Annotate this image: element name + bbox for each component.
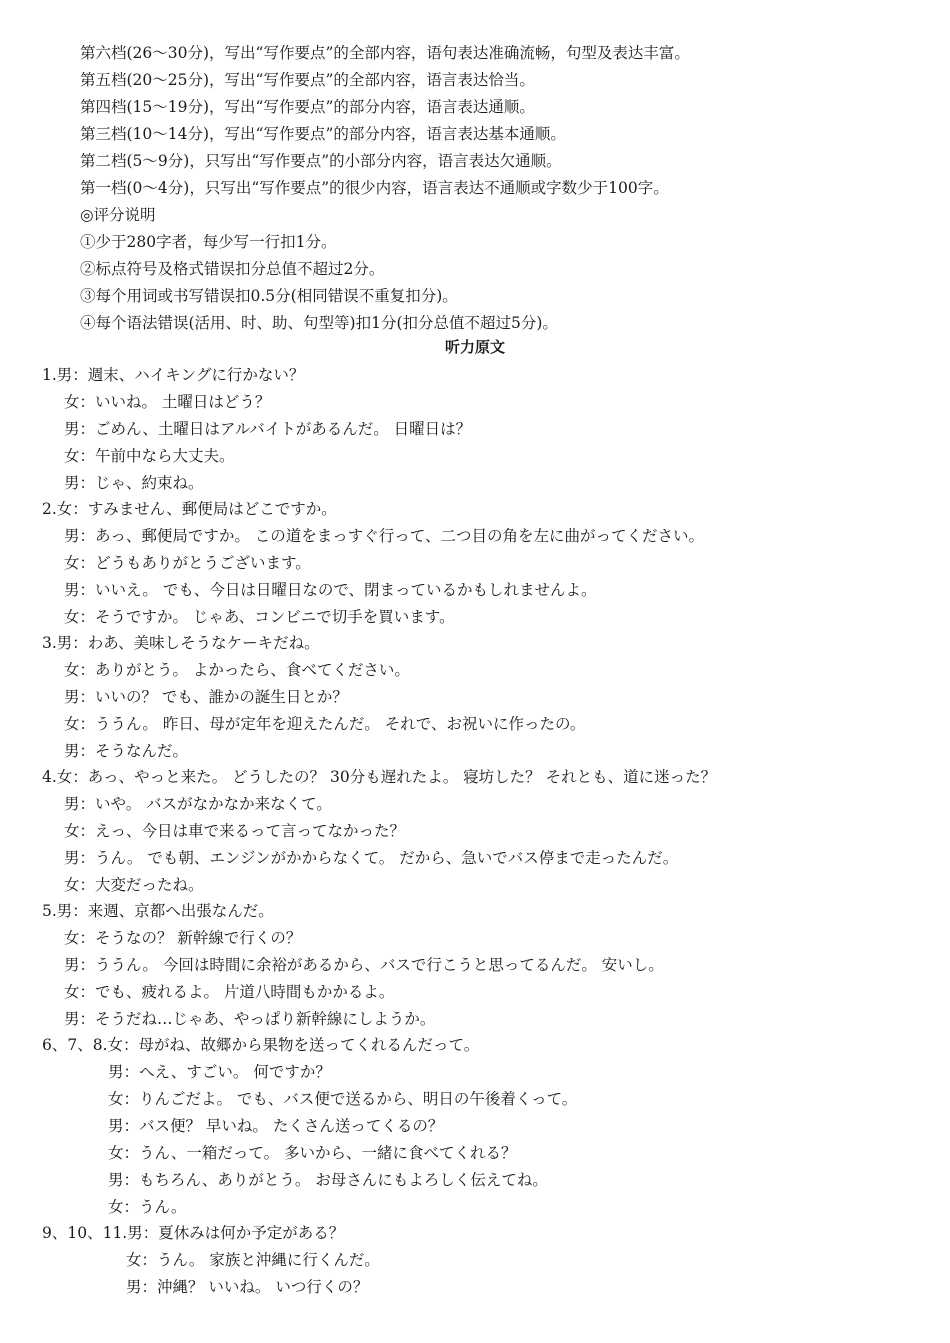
grading-note: ②标点符号及格式错误扣分总值不超过2分。 [80, 260, 385, 278]
transcript-line: 女：りんごだよ。 でも、バス便で送るから、明日の午後着くって。 [108, 1090, 578, 1108]
grading-level-2: 第二档(5～9分)，只写出“写作要点”的小部分内容，语言表达欠通顺。 [80, 152, 562, 170]
transcript-line: 6、7、8.女：母がね、故郷から果物を送ってくれるんだって。 [42, 1036, 480, 1054]
grading-level-5: 第五档(20～25分)，写出“写作要点”的全部内容，语言表达恰当。 [80, 71, 535, 89]
transcript-line: 女：どうもありがとうございます。 [64, 554, 311, 572]
transcript-line: 女：そうなの？ 新幹線で行くの？ [64, 929, 302, 947]
transcript-line: 9、10、11.男：夏休みは何か予定がある？ [42, 1224, 345, 1242]
transcript-line: 女：うん。 [108, 1198, 187, 1216]
grading-level-6: 第六档(26～30分)，写出“写作要点”的全部内容，语句表达准确流畅，句型及表达丰富。 [80, 44, 690, 62]
grading-note: ③每个用词或书写错误扣0.5分(相同错误不重复扣分)。 [80, 287, 458, 305]
transcript-line: 女：そうですか。 じゃあ、コンビニで切手を買います。 [64, 608, 455, 626]
transcript-line: 女：いいね。 土曜日はどう？ [64, 393, 271, 411]
transcript-line: 女：午前中なら大丈夫。 [64, 447, 235, 465]
transcript-line: 男：そうなんだ。 [64, 742, 189, 760]
transcript-line: 1.男：週末、ハイキングに行かない？ [42, 366, 305, 384]
transcript-line: 女：うん。 家族と沖縄に行くんだ。 [126, 1251, 380, 1269]
transcript-line: 男：バス便？ 早いね。 たくさん送ってくるの？ [108, 1117, 444, 1135]
transcript-line: 女：ありがとう。 よかったら、食べてください。 [64, 661, 410, 679]
transcript-line: 男：いや。 バスがなかなか来なくて。 [64, 795, 332, 813]
transcript-line: 5.男：来週、京都へ出張なんだ。 [42, 902, 274, 920]
transcript-line: 男：もちろん、ありがとう。 お母さんにもよろしく伝えてね。 [108, 1171, 548, 1189]
transcript-line: 女：大変だったね。 [64, 876, 204, 894]
transcript-line: 男：うん。 でも朝、エンジンがかからなくて。 だから、急いでバス停まで走ったんだ。 [64, 849, 679, 867]
transcript-line: 男：へえ、すごい。 何ですか？ [108, 1063, 331, 1081]
transcript-line: 女：ううん。 昨日、母が定年を迎えたんだ。 それで、お祝いに作ったの。 [64, 715, 586, 733]
transcript-line: 女：でも、疲れるよ。 片道八時間もかかるよ。 [64, 983, 395, 1001]
transcript-line: 3.男：わあ、美味しそうなケーキだね。 [42, 634, 320, 652]
transcript-line: 男：いいの？ でも、誰かの誕生日とか？ [64, 688, 348, 706]
transcript-line: 男：いいえ。 でも、今日は日曜日なので、閉まっているかもしれませんよ。 [64, 581, 597, 599]
transcript-line: 男：そうだね…じゃあ、やっぱり新幹線にしようか。 [64, 1010, 436, 1028]
section-heading: 听力原文 [444, 338, 505, 356]
transcript-line: 男：あっ、郵便局ですか。 この道をまっすぐ行って、二つ目の角を左に曲がってください。 [64, 527, 704, 545]
transcript-line: 女：えっ、今日は車で来るって言ってなかった？ [64, 822, 406, 840]
grading-note: ④每个语法错误(活用、时、助、句型等)扣1分(扣分总值不超过5分)。 [80, 314, 558, 332]
grading-level-1: 第一档(0～4分)，只写出“写作要点”的很少内容，语言表达不通顺或字数少于100字。 [80, 179, 669, 197]
transcript-line: 男：ううん。 今回は時間に余裕があるから、バスで行こうと思ってるんだ。 安いし。 [64, 956, 664, 974]
grading-note: ①少于280字者，每少写一行扣1分。 [80, 233, 337, 251]
grading-notes-title: ◎评分说明 [80, 206, 156, 224]
transcript-line: 4.女：あっ、やっと来た。 どうしたの？ 30分も遅れたよ。 寝坊した？ それとも、道に迷った？ [42, 768, 717, 786]
grading-level-4: 第四档(15～19分)，写出“写作要点”的部分内容，语言表达通顺。 [80, 98, 535, 116]
transcript-line: 男：ごめん、土曜日はアルバイトがあるんだ。 日曜日は？ [64, 420, 472, 438]
transcript-line: 女：うん、一箱だって。 多いから、一緒に食べてくれる？ [108, 1144, 517, 1162]
transcript-line: 2.女：すみません、郵便局はどこですか。 [42, 500, 337, 518]
grading-level-3: 第三档(10～14分)，写出“写作要点”的部分内容，语言表达基本通顺。 [80, 125, 566, 143]
transcript-line: 男：じゃ、約束ね。 [64, 474, 204, 492]
transcript-line: 男：沖縄？ いいね。 いつ行くの？ [126, 1278, 369, 1296]
